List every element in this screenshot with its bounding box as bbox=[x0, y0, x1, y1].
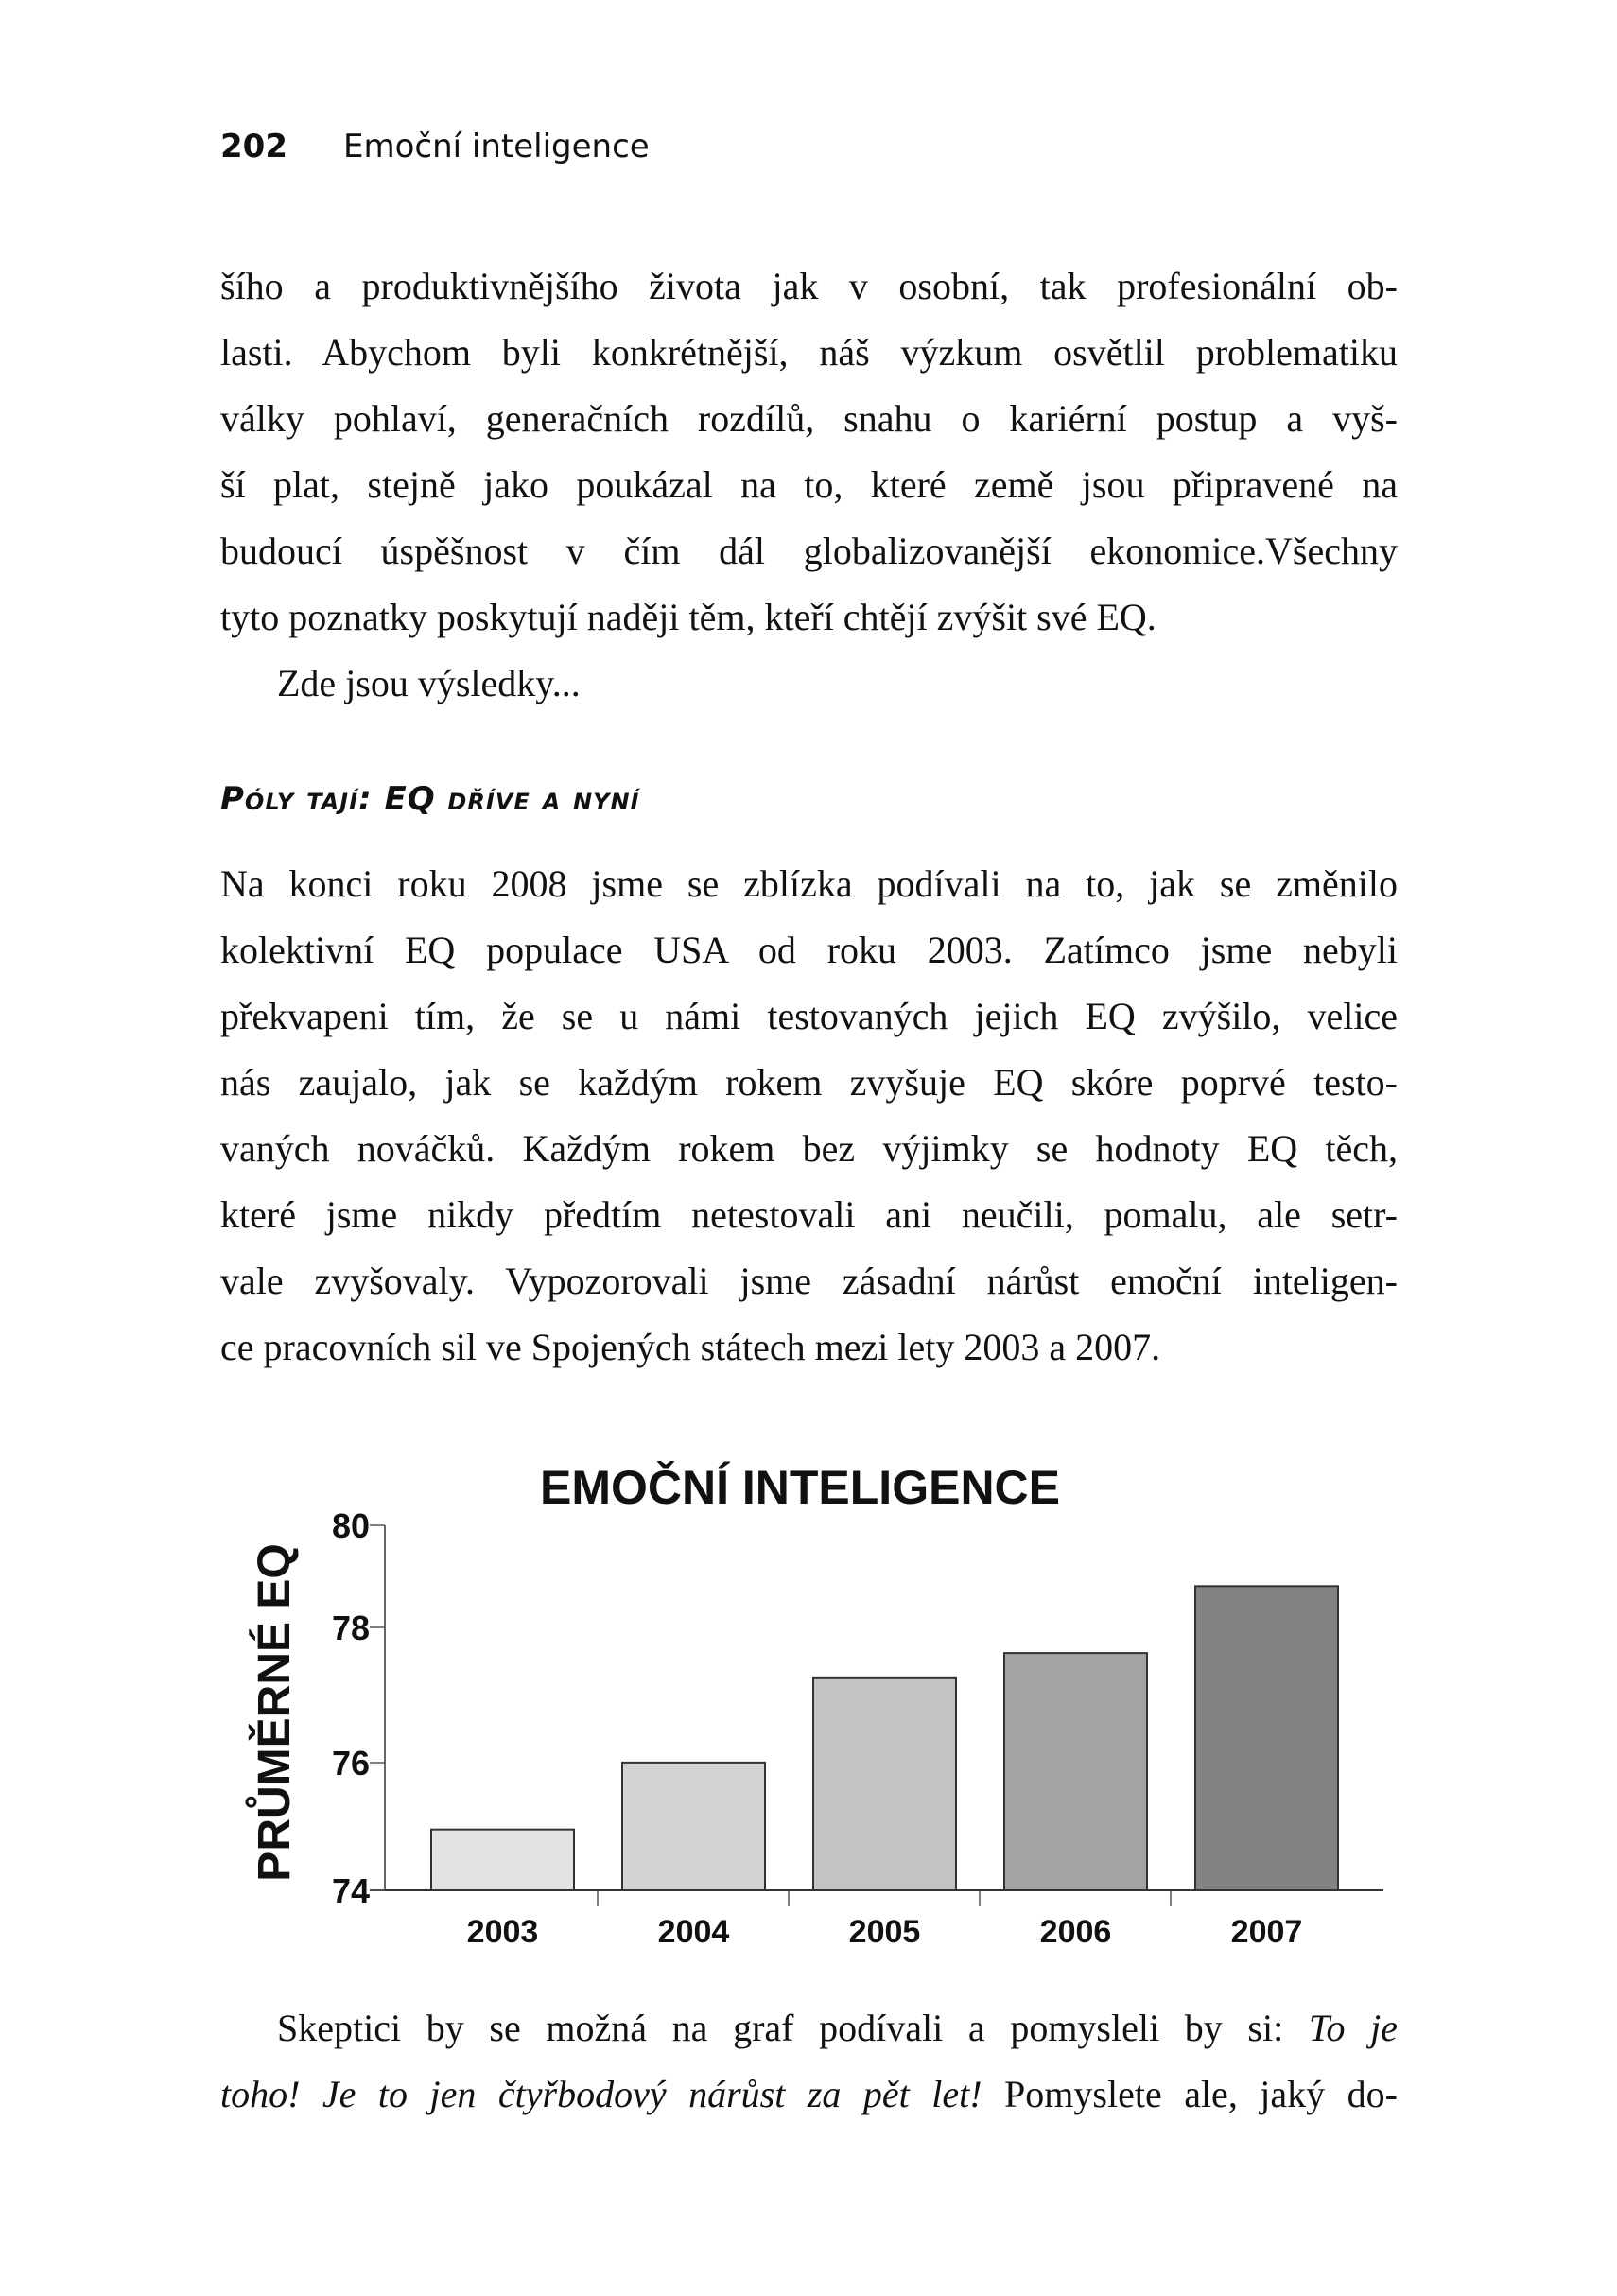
running-head bbox=[220, 126, 650, 167]
running-title: Emoční inteligence bbox=[343, 128, 650, 165]
text-line: ce pracovních sil ve Spojených státech mezi lety 2003 a 2007. bbox=[220, 1326, 1161, 1368]
text-line: lasti. Abychom byli konkrétnější, náš výzkum osvětlil problematiku bbox=[220, 331, 1398, 374]
chart-title: EMOČNÍ INTELIGENCE bbox=[539, 1461, 1061, 1514]
bar-2006 bbox=[1004, 1653, 1147, 1890]
text-line: které jsme nikdy předtím netestovali ani neučili, pomalu, ale setr- bbox=[220, 1193, 1398, 1236]
text-line: tyto poznatky poskytují naději těm, kteří chtějí zvýšit své EQ. bbox=[220, 596, 1156, 638]
bar-2004 bbox=[622, 1763, 765, 1890]
text-line: kolektivní EQ populace USA od roku 2003. Zatímco jsme nebyli bbox=[220, 929, 1398, 971]
y-axis-label: PRŮMĚRNÉ EQ bbox=[250, 1543, 300, 1882]
italic-text-run: To je bbox=[1308, 2007, 1398, 2049]
x-tick-label: 2005 bbox=[848, 1914, 921, 1950]
text-line: války pohlaví, generačních rozdílů, snahu o kariérní postup a vyš- bbox=[220, 397, 1398, 440]
paragraph-1 bbox=[220, 253, 1398, 717]
text-run: Skeptici by se možná na graf podívali a pomysleli by si: bbox=[277, 2007, 1309, 2049]
text-line: nás zaujalo, jak se každým rokem zvyšuje EQ skóre poprvé testo- bbox=[220, 1061, 1398, 1104]
italic-text-run: toho! Je to jen čtyřbodový nárůst za pět let! bbox=[220, 2073, 982, 2115]
text-line: Zde jsou výsledky... bbox=[277, 662, 581, 704]
paragraph-2 bbox=[220, 851, 1398, 1381]
text-line bbox=[220, 2061, 1398, 2128]
text-line: Na konci roku 2008 jsme se zblízka podívali na to, jak se změnilo bbox=[220, 862, 1398, 905]
text-line: budoucí úspěšnost v čím dál globalizovanější ekonomice.Všechny bbox=[220, 530, 1398, 572]
section-heading: Póly tají: EQ dříve a nyní bbox=[220, 780, 640, 818]
bar-2003 bbox=[431, 1830, 574, 1890]
text-line: vale zvyšovaly. Vypozorovali jsme zásadní nárůst emoční inteligen- bbox=[220, 1260, 1398, 1302]
page-number: 202 bbox=[220, 128, 287, 165]
x-tick-label: 2004 bbox=[657, 1914, 730, 1950]
text-line: ší plat, stejně jako poukázal na to, které země jsou připravené na bbox=[220, 463, 1398, 506]
bar-2007 bbox=[1195, 1586, 1338, 1890]
text-line: šího a produktivnějšího života jak v osobní, tak profesionální ob- bbox=[220, 265, 1398, 307]
x-tick-label: 2003 bbox=[466, 1914, 539, 1950]
y-tick-label: 78 bbox=[331, 1609, 370, 1647]
text-run: Pomyslete ale, jaký do- bbox=[982, 2073, 1398, 2115]
bar-2005 bbox=[813, 1678, 956, 1890]
text-line: překvapeni tím, že se u námi testovaných jejich EQ zvýšilo, velice bbox=[220, 995, 1398, 1037]
x-tick-label: 2007 bbox=[1230, 1914, 1303, 1950]
y-tick-label: 80 bbox=[331, 1506, 370, 1545]
text-line: vaných nováčků. Každým rokem bez výjimky se hodnoty EQ těch, bbox=[220, 1127, 1398, 1170]
x-tick-label: 2006 bbox=[1039, 1914, 1112, 1950]
paragraph-3 bbox=[220, 1995, 1398, 2128]
text-line bbox=[220, 1995, 1398, 2061]
bar-chart bbox=[0, 1418, 1617, 1986]
y-tick-label: 76 bbox=[331, 1744, 370, 1783]
y-tick-label: 74 bbox=[331, 1871, 370, 1910]
